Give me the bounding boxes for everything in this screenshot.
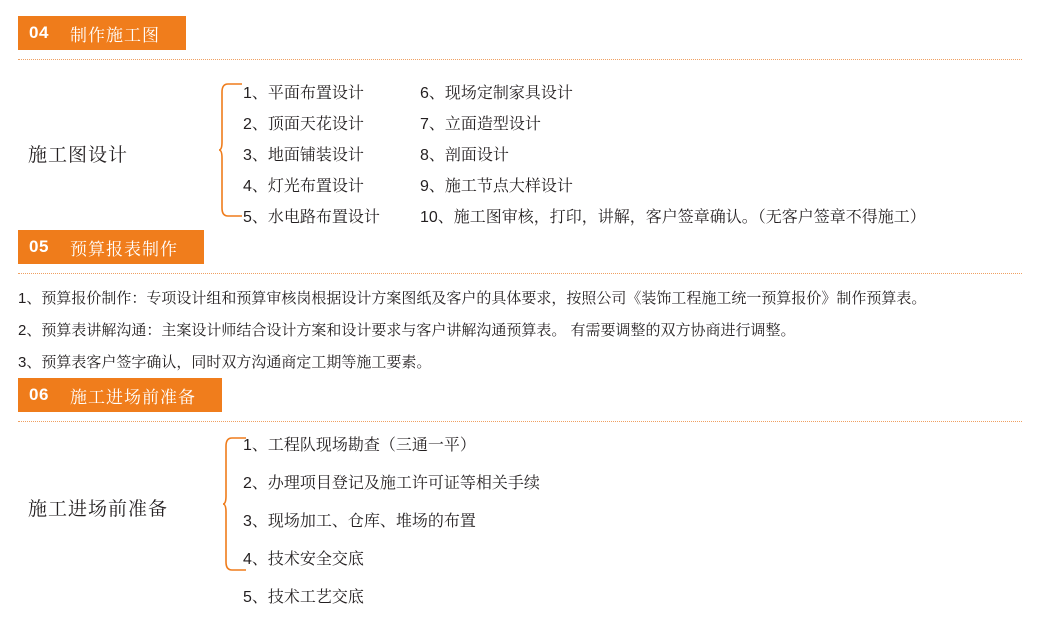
- list-item: 9、施工节点大样设计: [420, 178, 573, 195]
- section-header-06: [18, 378, 222, 412]
- section-header-05: [18, 230, 204, 264]
- list-item: 6、现场定制家具设计: [420, 85, 573, 102]
- section-header-04: [18, 16, 186, 50]
- paragraph: 3、预算表客户签字确认，同时双方沟通商定工期等施工要素。: [18, 354, 432, 371]
- section-number-05: 05: [18, 230, 60, 264]
- section-number-06: 06: [18, 378, 60, 412]
- section-title-05: 预算报表制作: [60, 230, 204, 264]
- section-divider-06: [18, 421, 1022, 422]
- brace-icon-04: [218, 82, 244, 223]
- list-item: 2、顶面天花设计: [243, 116, 364, 133]
- section-title-04: 制作施工图: [60, 16, 186, 50]
- list-item: 4、灯光布置设计: [243, 178, 364, 195]
- list-item: 7、立面造型设计: [420, 116, 541, 133]
- paragraph: 2、预算表讲解沟通：主案设计师结合设计方案和设计要求与客户讲解沟通预算表。 有需要调整的双方协商进行调整。: [18, 322, 796, 339]
- list-item: 5、水电路布置设计: [243, 209, 380, 226]
- section-title-06: 施工进场前准备: [60, 378, 222, 412]
- list-item: 10、施工图审核，打印，讲解，客户签章确认。（无客户签章不得施工）: [420, 209, 926, 226]
- list-item: 8、剖面设计: [420, 147, 509, 164]
- section-04-list-right: [420, 86, 926, 241]
- section-divider-04: [18, 59, 1022, 60]
- section-number-04: 04: [18, 16, 60, 50]
- section-04-left-label: 施工图设计: [28, 145, 129, 166]
- list-item: 1、平面布置设计: [243, 85, 364, 102]
- section-05-paragraphs: [18, 287, 1028, 383]
- list-item: 4、技术安全交底: [243, 551, 364, 568]
- list-item: 3、现场加工、仓库、堆场的布置: [243, 513, 476, 530]
- section-06-left-label: 施工进场前准备: [28, 499, 169, 520]
- list-item: 2、办理项目登记及施工许可证等相关手续: [243, 475, 540, 492]
- section-04-list-left: [243, 86, 380, 241]
- list-item: 5、技术工艺交底: [243, 589, 364, 606]
- paragraph: 1、预算报价制作：专项设计组和预算审核岗根据设计方案图纸及客户的具体要求，按照公司《装饰工程施工统一预算报价》制作预算表。: [18, 290, 927, 307]
- section-divider-05: [18, 273, 1022, 274]
- list-item: 3、地面铺装设计: [243, 147, 364, 164]
- list-item: 1、工程队现场勘查（三通一平）: [243, 437, 476, 454]
- section-06-list: [243, 438, 540, 628]
